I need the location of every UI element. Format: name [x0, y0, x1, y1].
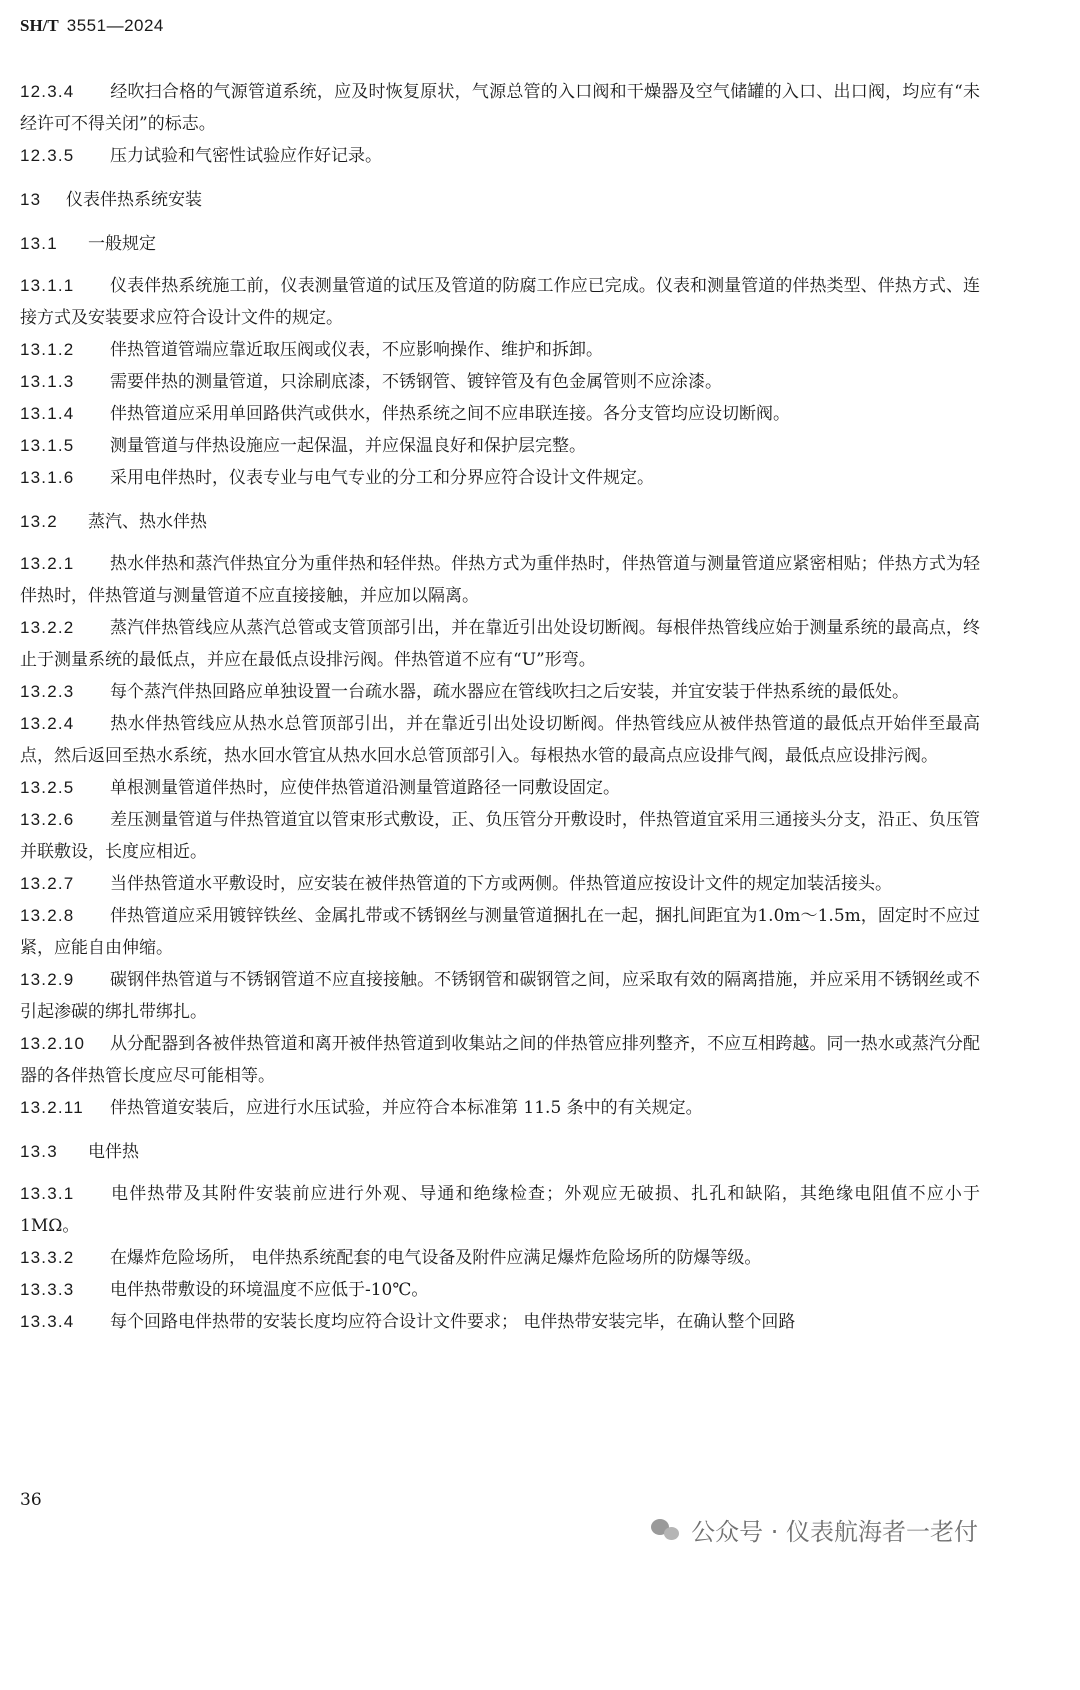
clause-text: 伴热管道应采用镀锌铁丝、金属扎带或不锈钢丝与测量管道捆扎在一起，捆扎间距宜为1.0m～1.5m，固定时不应过紧，应能自由伸缩。 [20, 906, 980, 958]
clause-text: 压力试验和气密性试验应作好记录。 [110, 146, 382, 166]
clause-number: 13.3.3 [20, 1280, 75, 1299]
clause-text: 从分配器到各被伴热管道和离开被伴热管道到收集站之间的伴热管应排列整齐，不应互相跨越。同一热水或蒸汽分配器的各伴热管长度应尽可能相等。 [20, 1034, 980, 1086]
clause-text: 单根测量管道伴热时，应使伴热管道沿测量管道路径一同敷设固定。 [110, 778, 620, 798]
clause-number: 12.3.5 [20, 146, 75, 165]
watermark [651, 1512, 978, 1547]
clause-paragraph [20, 804, 980, 868]
clause-paragraph [20, 900, 980, 964]
clause-text: 需要伴热的测量管道，只涂刷底漆，不锈钢管、镀锌管及有色金属管则不应涂漆。 [110, 372, 722, 392]
heading-title: 电伴热 [88, 1142, 139, 1162]
clause-number: 13.3.1 [20, 1184, 75, 1203]
clause-text: 测量管道与伴热设施应一起保温，并应保温良好和保护层完整。 [110, 436, 586, 456]
clause-number: 13.2.5 [20, 778, 75, 797]
clause-number: 13.1.4 [20, 404, 75, 423]
clause-paragraph [20, 462, 980, 494]
clause-text: 差压测量管道与伴热管道宜以管束形式敷设，正、负压管分开敷设时，伴热管道宜采用三通接头分支，沿正、负压管并联敷设，长度应相近。 [20, 810, 980, 862]
clause-text: 当伴热管道水平敷设时，应安装在被伴热管道的下方或两侧。伴热管道应按设计文件的规定加装活接头。 [110, 874, 892, 894]
wechat-icon [651, 1517, 681, 1543]
clause-paragraph [20, 334, 980, 366]
clause-paragraph [20, 1028, 980, 1092]
document-header [20, 16, 164, 36]
document-body [20, 76, 980, 1338]
clause-text: 仪表伴热系统施工前，仪表测量管道的试压及管道的防腐工作应已完成。仪表和测量管道的伴热类型、伴热方式、连接方式及安装要求应符合设计文件的规定。 [20, 276, 980, 328]
heading-title: 一般规定 [88, 234, 156, 254]
clause-paragraph [20, 430, 980, 462]
heading-number: 13.2 [20, 512, 58, 531]
clause-text: 电伴热带敷设的环境温度不应低于-10℃。 [110, 1280, 429, 1300]
clause-text: 每个回路电伴热带的安装长度均应符合设计文件要求； 电伴热带安装完毕，在确认整个回路 [110, 1312, 796, 1332]
clause-paragraph [20, 1242, 980, 1274]
clause-text: 伴热管道管端应靠近取压阀或仪表，不应影响操作、维护和拆卸。 [110, 340, 603, 360]
clause-paragraph [20, 868, 980, 900]
clause-text: 热水伴热管线应从热水总管顶部引出，并在靠近引出处设切断阀。伴热管线应从被伴热管道的最低点开始伴至最高点，然后返回至热水系统，热水回水管宜从热水回水总管顶部引入。每根热水管的最高点应设排气阀，最低点应设排污阀。 [20, 714, 980, 766]
clause-text: 在爆炸危险场所， 电伴热系统配套的电气设备及附件应满足爆炸危险场所的防爆等级。 [110, 1248, 762, 1268]
watermark-text: 公众号 · 仪表航海者一老付 [691, 1518, 978, 1546]
clause-paragraph [20, 398, 980, 430]
clause-number: 13.2.2 [20, 618, 75, 637]
clause-text: 伴热管道应采用单回路供汽或供水，伴热系统之间不应串联连接。各分支管均应设切断阀。 [110, 404, 790, 424]
clause-number: 13.1.1 [20, 276, 75, 295]
clause-number: 13.2.1 [20, 554, 75, 573]
clause-text: 碳钢伴热管道与不锈钢管道不应直接接触。不锈钢管和碳钢管之间，应采取有效的隔离措施，并应采用不锈钢丝或不引起渗碳的绑扎带绑扎。 [20, 970, 980, 1022]
clause-number: 13.2.11 [20, 1098, 84, 1117]
clause-paragraph [20, 676, 980, 708]
clause-number: 13.1.6 [20, 468, 75, 487]
clause-number: 13.1.5 [20, 436, 75, 455]
heading-number: 13.1 [20, 234, 58, 253]
heading-number: 13.3 [20, 1142, 58, 1161]
clause-paragraph [20, 1274, 980, 1306]
section-heading [20, 228, 980, 260]
clause-paragraph [20, 612, 980, 676]
clause-number: 13.2.3 [20, 682, 75, 701]
clause-number: 12.3.4 [20, 82, 75, 101]
heading-title: 仪表伴热系统安装 [66, 190, 202, 210]
standard-number: 3551—2024 [66, 16, 164, 35]
clause-paragraph [20, 548, 980, 612]
clause-number: 13.2.6 [20, 810, 75, 829]
clause-paragraph [20, 772, 980, 804]
clause-number: 13.2.4 [20, 714, 75, 733]
clause-text: 电伴热带及其附件安装前应进行外观、导通和绝缘检查；外观应无破损、扎孔和缺陷，其绝缘电阻值不应小于 1MΩ。 [20, 1184, 980, 1236]
clause-number: 13.2.8 [20, 906, 75, 925]
clause-number: 13.1.3 [20, 372, 75, 391]
clause-text: 每个蒸汽伴热回路应单独设置一台疏水器，疏水器应在管线吹扫之后安装，并宜安装于伴热系统的最低处。 [110, 682, 909, 702]
clause-text: 采用电伴热时，仪表专业与电气专业的分工和分界应符合设计文件规定。 [110, 468, 654, 488]
clause-paragraph [20, 1178, 980, 1242]
clause-paragraph [20, 270, 980, 334]
clause-text: 蒸汽伴热管线应从蒸汽总管或支管顶部引出，并在靠近引出处设切断阀。每根伴热管线应始于测量系统的最高点，终止于测量系统的最低点，并应在最低点设排污阀。伴热管道不应有“U”形弯。 [20, 618, 980, 670]
heading-number: 13 [20, 190, 42, 209]
clause-paragraph [20, 366, 980, 398]
clause-paragraph [20, 140, 980, 172]
clause-paragraph [20, 964, 980, 1028]
clause-paragraph [20, 708, 980, 772]
clause-number: 13.1.2 [20, 340, 75, 359]
clause-number: 13.3.2 [20, 1248, 75, 1267]
page-number: 36 [20, 1490, 42, 1510]
clause-paragraph [20, 76, 980, 140]
heading-title: 蒸汽、热水伴热 [88, 512, 207, 532]
clause-paragraph [20, 1092, 980, 1124]
clause-number: 13.2.10 [20, 1034, 86, 1053]
clause-text: 经吹扫合格的气源管道系统，应及时恢复原状，气源总管的入口阀和干燥器及空气储罐的入口、出口阀，均应有“未经许可不得关闭”的标志。 [20, 82, 980, 134]
clause-text: 伴热管道安装后，应进行水压试验，并应符合本标准第 11.5 条中的有关规定。 [110, 1098, 703, 1118]
section-heading [20, 184, 980, 216]
clause-number: 13.3.4 [20, 1312, 75, 1331]
section-heading [20, 1136, 980, 1168]
clause-number: 13.2.9 [20, 970, 75, 989]
section-heading [20, 506, 980, 538]
standard-code: SH/T [20, 16, 59, 35]
clause-number: 13.2.7 [20, 874, 75, 893]
clause-paragraph [20, 1306, 980, 1338]
clause-text: 热水伴热和蒸汽伴热宜分为重伴热和轻伴热。伴热方式为重伴热时，伴热管道与测量管道应紧密相贴；伴热方式为轻伴热时，伴热管道与测量管道不应直接接触，并应加以隔离。 [20, 554, 980, 606]
